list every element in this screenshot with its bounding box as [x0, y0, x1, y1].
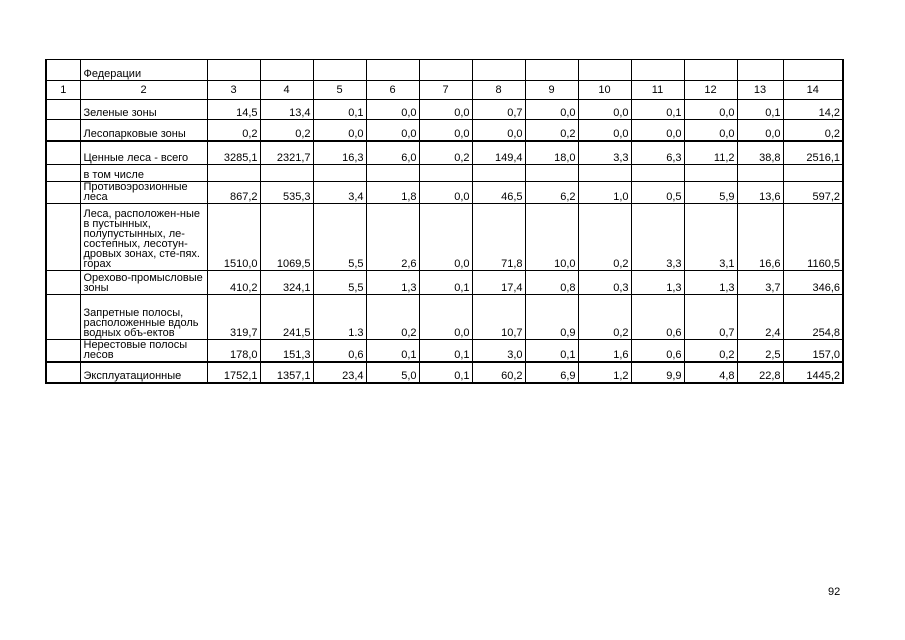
- value-cell: 319,7: [207, 295, 260, 340]
- value-cell: 0,7: [684, 295, 737, 340]
- value-cell: 0,2: [684, 340, 737, 363]
- value-cell: 0,9: [525, 295, 578, 340]
- value-cell: 3,3: [631, 204, 684, 271]
- value-cell: 1,6: [578, 340, 631, 363]
- value-cell: 22,8: [737, 362, 783, 383]
- value-cell: 0,0: [578, 100, 631, 120]
- value-cell: 0,1: [525, 340, 578, 363]
- value-cell: 23,4: [313, 362, 366, 383]
- value-cell: 71,8: [472, 204, 525, 271]
- value-cell: 14,2: [783, 100, 843, 120]
- value-cell: 10,7: [472, 295, 525, 340]
- value-cell: 1,3: [684, 271, 737, 295]
- value-cell: 0,0: [525, 100, 578, 120]
- value-cell: 0,0: [419, 182, 472, 204]
- value-cell: 157,0: [783, 340, 843, 363]
- value-cell: 3,0: [472, 340, 525, 363]
- value-cell: 0,2: [366, 295, 419, 340]
- value-cell: 0,0: [313, 120, 366, 141]
- table-body: [46, 60, 843, 384]
- value-cell: 3285,1: [207, 141, 260, 165]
- row-name: Запретные полосы, расположенные вдоль водных объ-ектов: [80, 295, 207, 340]
- row-index-cell: [46, 295, 80, 340]
- value-cell: 0,6: [631, 340, 684, 363]
- value-cell: 2,4: [737, 295, 783, 340]
- value-cell: 1,2: [578, 362, 631, 383]
- value-cell: 3,1: [684, 204, 737, 271]
- value-cell: [260, 165, 313, 182]
- value-cell: 13,6: [737, 182, 783, 204]
- value-cell: 867,2: [207, 182, 260, 204]
- value-cell: [737, 165, 783, 182]
- value-cell: 46,5: [472, 182, 525, 204]
- value-cell: 0,1: [737, 100, 783, 120]
- value-cell: 60,2: [472, 362, 525, 383]
- value-cell: 2,6: [366, 204, 419, 271]
- table-row: [46, 100, 843, 120]
- value-cell: [472, 165, 525, 182]
- value-cell: 149,4: [472, 141, 525, 165]
- column-number-14: 14: [783, 81, 843, 100]
- value-cell: 0,2: [260, 120, 313, 141]
- value-cell: 0,0: [366, 120, 419, 141]
- value-cell: [313, 165, 366, 182]
- row-index-cell: [46, 141, 80, 165]
- row-name: Эксплуатационные: [80, 362, 207, 383]
- value-cell: 0,2: [207, 120, 260, 141]
- value-cell: 14,5: [207, 100, 260, 120]
- value-cell: 0,5: [631, 182, 684, 204]
- value-cell: [525, 165, 578, 182]
- value-cell: 0,2: [578, 204, 631, 271]
- value-cell: 0,0: [419, 295, 472, 340]
- value-cell: 0,3: [578, 271, 631, 295]
- table-row: [46, 271, 843, 295]
- value-cell: 151,3: [260, 340, 313, 363]
- value-cell: 4,8: [684, 362, 737, 383]
- value-cell: 1445,2: [783, 362, 843, 383]
- value-cell: 3,4: [313, 182, 366, 204]
- value-cell: 0,0: [631, 120, 684, 141]
- table-row: [46, 165, 843, 182]
- column-number-11: 11: [631, 81, 684, 100]
- value-cell: 5,5: [313, 271, 366, 295]
- column-number-1: 1: [46, 81, 80, 100]
- row-index-cell: [46, 120, 80, 141]
- column-number-5: 5: [313, 81, 366, 100]
- value-cell: 5,9: [684, 182, 737, 204]
- value-cell: 1,3: [366, 271, 419, 295]
- value-cell: 0,0: [419, 120, 472, 141]
- value-cell: 254,8: [783, 295, 843, 340]
- row-index-cell: [46, 182, 80, 204]
- row-index-cell: [46, 165, 80, 182]
- value-cell: [684, 165, 737, 182]
- table-row: [46, 141, 843, 165]
- row-name: Зеленые зоны: [80, 100, 207, 120]
- value-cell: 16,6: [737, 204, 783, 271]
- value-cell: 17,4: [472, 271, 525, 295]
- row-name: Ценные леса - всего: [80, 141, 207, 165]
- value-cell: 2,5: [737, 340, 783, 363]
- column-number-7: 7: [419, 81, 472, 100]
- value-cell: 2516,1: [783, 141, 843, 165]
- value-cell: 1,0: [578, 182, 631, 204]
- table-row: [46, 295, 843, 340]
- column-number-13: 13: [737, 81, 783, 100]
- value-cell: 597,2: [783, 182, 843, 204]
- value-cell: 3,3: [578, 141, 631, 165]
- column-number-3: 3: [207, 81, 260, 100]
- row-name: Орехово-промысловые зоны: [80, 271, 207, 295]
- top-label: Федерации: [80, 60, 207, 81]
- value-cell: 10,0: [525, 204, 578, 271]
- value-cell: 0,2: [419, 141, 472, 165]
- value-cell: 0,2: [525, 120, 578, 141]
- value-cell: 0,0: [419, 204, 472, 271]
- row-index-cell: [46, 204, 80, 271]
- value-cell: 0,0: [472, 120, 525, 141]
- value-cell: 0,0: [366, 100, 419, 120]
- column-number-12: 12: [684, 81, 737, 100]
- column-number-4: 4: [260, 81, 313, 100]
- value-cell: 2321,7: [260, 141, 313, 165]
- value-cell: 1,3: [631, 271, 684, 295]
- value-cell: [631, 165, 684, 182]
- column-number-2: 2: [80, 81, 207, 100]
- value-cell: 0,1: [419, 271, 472, 295]
- column-number-row: [46, 81, 843, 100]
- value-cell: 0,8: [525, 271, 578, 295]
- value-cell: 0,6: [631, 295, 684, 340]
- column-number-6: 6: [366, 81, 419, 100]
- value-cell: 0,0: [684, 120, 737, 141]
- value-cell: 1069,5: [260, 204, 313, 271]
- value-cell: [578, 165, 631, 182]
- value-cell: 5,5: [313, 204, 366, 271]
- value-cell: 1.3: [313, 295, 366, 340]
- value-cell: 38,8: [737, 141, 783, 165]
- value-cell: 410,2: [207, 271, 260, 295]
- value-cell: 6,2: [525, 182, 578, 204]
- value-cell: 0,1: [313, 100, 366, 120]
- table-row: [46, 340, 843, 363]
- value-cell: 11,2: [684, 141, 737, 165]
- value-cell: 0,1: [419, 340, 472, 363]
- value-cell: 18,0: [525, 141, 578, 165]
- row-name: Леса, расположен-ные в пустынных, полупустынных, ле-состепных, лесотун-дровых зонах, сте-пях. горах: [80, 204, 207, 271]
- value-cell: 0,0: [578, 120, 631, 141]
- row-name: Противоэрозионные леса: [80, 182, 207, 204]
- value-cell: 13,4: [260, 100, 313, 120]
- value-cell: 0,6: [313, 340, 366, 363]
- value-cell: 0,0: [737, 120, 783, 141]
- value-cell: 1,8: [366, 182, 419, 204]
- value-cell: [419, 165, 472, 182]
- row-name: Лесопарковые зоны: [80, 120, 207, 141]
- value-cell: [783, 165, 843, 182]
- value-cell: 0,0: [419, 100, 472, 120]
- value-cell: 324,1: [260, 271, 313, 295]
- value-cell: 241,5: [260, 295, 313, 340]
- page-number: 92: [828, 586, 841, 598]
- value-cell: 0,2: [578, 295, 631, 340]
- row-index-cell: [46, 340, 80, 363]
- value-cell: 5,0: [366, 362, 419, 383]
- column-number-9: 9: [525, 81, 578, 100]
- value-cell: 16,3: [313, 141, 366, 165]
- table-row: [46, 182, 843, 204]
- forest-data-table: [45, 59, 844, 384]
- value-cell: 0,1: [631, 100, 684, 120]
- value-cell: 0,2: [783, 120, 843, 141]
- row-index-cell: [46, 100, 80, 120]
- value-cell: 0,1: [366, 340, 419, 363]
- row-name: в том числе: [80, 165, 207, 182]
- value-cell: 0,7: [472, 100, 525, 120]
- value-cell: 178,0: [207, 340, 260, 363]
- value-cell: 6,9: [525, 362, 578, 383]
- row-index-cell: [46, 271, 80, 295]
- value-cell: 346,6: [783, 271, 843, 295]
- value-cell: 6,3: [631, 141, 684, 165]
- value-cell: 3,7: [737, 271, 783, 295]
- value-cell: [366, 165, 419, 182]
- value-cell: 1510,0: [207, 204, 260, 271]
- column-number-8: 8: [472, 81, 525, 100]
- row-index-cell: [46, 362, 80, 383]
- value-cell: 0,1: [419, 362, 472, 383]
- value-cell: 1160,5: [783, 204, 843, 271]
- value-cell: 0,0: [684, 100, 737, 120]
- value-cell: 6,0: [366, 141, 419, 165]
- table-row: [46, 362, 843, 383]
- value-cell: 1357,1: [260, 362, 313, 383]
- row-name: Нерестовые полосы лесов: [80, 340, 207, 363]
- table-row: [46, 204, 843, 271]
- top-label-row: [46, 60, 843, 81]
- value-cell: 9,9: [631, 362, 684, 383]
- table-row: [46, 120, 843, 141]
- column-number-10: 10: [578, 81, 631, 100]
- value-cell: [207, 165, 260, 182]
- value-cell: 1752,1: [207, 362, 260, 383]
- value-cell: 535,3: [260, 182, 313, 204]
